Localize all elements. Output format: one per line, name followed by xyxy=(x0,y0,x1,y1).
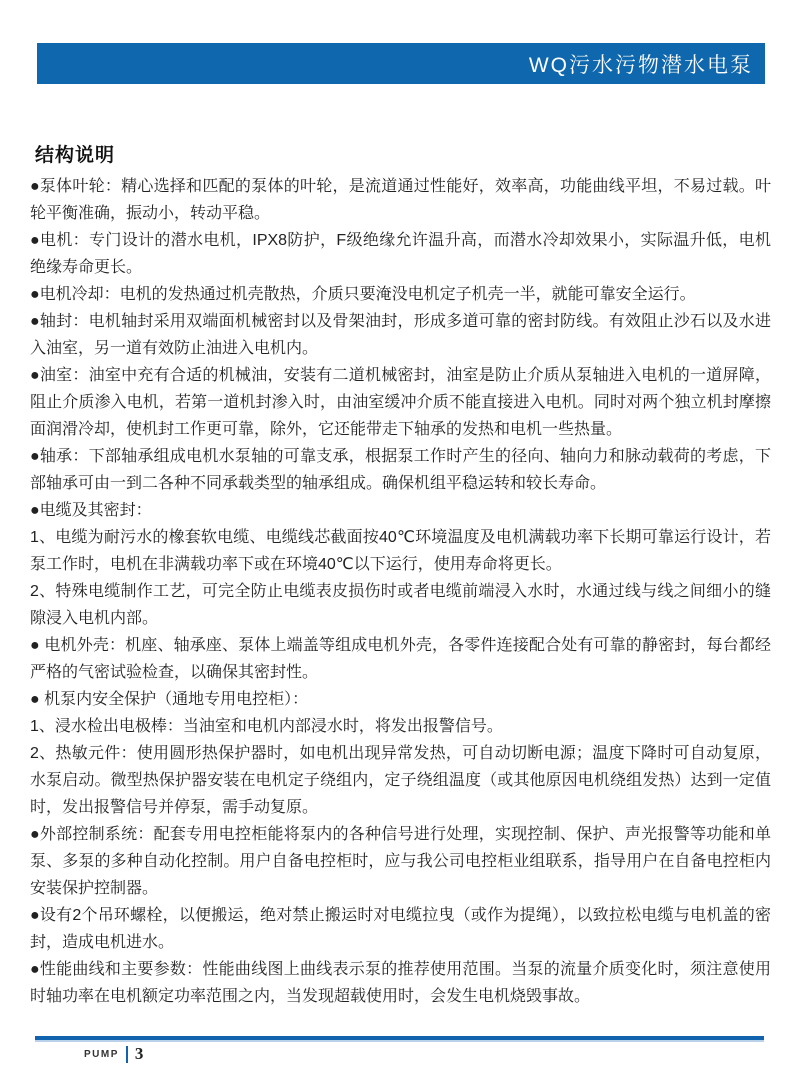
paragraph-lifting-bolts: ●设有2个吊环螺栓，以便搬运，绝对禁止搬运时对电缆拉曳（或作为提绳），以致拉松电缆与电机盖的密封，造成电机进水。 xyxy=(30,907,771,951)
paragraph-motor-cooling: ●电机冷却：电机的发热通过机壳散热，介质只要淹没电机定子机壳一半，就能可靠安全运行。 xyxy=(30,286,696,303)
footer-rule xyxy=(35,1036,764,1042)
paragraph-external-control: ●外部控制系统：配套专用电控柜能将泵内的各种信号进行处理，实现控制、保护、声光报警等功能和单泵、多泵的多种自动化控制。用户自备电控柜时，应与我公司电控柜业组联系，指导用户在自备电控柜内安装保护控制器。 xyxy=(30,826,771,897)
paragraph-pump-impeller: ●泵体叶轮：精心选择和匹配的泵体的叶轮，是流道通过性能好，效率高，功能曲线平坦，不易过载。叶轮平衡准确，振动小，转动平稳。 xyxy=(30,178,771,222)
paragraph-water-probe: 1、浸水检出电极棒：当油室和电机内部浸水时，将发出报警信号。 xyxy=(30,718,503,735)
paragraph-oil-chamber: ●油室：油室中充有合适的机械油，安装有二道机械密封，油室是防止介质从泵轴进入电机的一道屏障，阻止介质渗入电机，若第一道机封渗入时，由油室缓冲介质不能直接进入电机。同时对两个独立机封摩擦面润滑冷却，使机封工作更可靠，除外，它还能带走下轴承的发热和电机一些热量。 xyxy=(30,367,771,438)
paragraph-bearing: ●轴承：下部轴承组成电机水泵轴的可靠支承，根据泵工作时产生的径向、轴向力和脉动载荷的考虑，下部轴承可由一到二各种不同承载类型的轴承组成。确保机组平稳运转和较长寿命。 xyxy=(30,448,771,492)
page-number: 3 xyxy=(134,1044,144,1063)
footer-divider xyxy=(126,1046,128,1063)
paragraph-cable-item-1: 1、电缆为耐污水的橡套软电缆、电缆线芯截面按40℃环境温度及电机满载功率下长期可靠运行设计，若泵工作时，电机在非满载功率下或在环境40℃以下运行，使用寿命将更长。 xyxy=(30,529,771,573)
footer xyxy=(84,1044,143,1064)
paragraph-thermal-element: 2、热敏元件：使用圆形热保护器时，如电机出现异常发热，可自动切断电源；温度下降时可自动复原，水泵启动。微型热保护器安装在电机定子绕组内，定子绕组温度（或其他原因电机绕组发热）达到一定值时，发出报警信号并停泵，需手动复原。 xyxy=(30,745,771,816)
paragraph-motor: ●电机：专门设计的潜水电机，IPX8防护，F级绝缘允许温升高，而潜水冷却效果小，实际温升低，电机绝缘寿命更长。 xyxy=(30,232,771,276)
paragraph-motor-housing: ● 电机外壳：机座、轴承座、泵体上端盖等组成电机外壳，各零件连接配合处有可靠的静密封，每台都经严格的气密试验检查，以确保其密封性。 xyxy=(30,637,771,681)
footer-brand: PUMP xyxy=(84,1048,119,1060)
paragraph-safety-protection-heading: ● 机泵内安全保护（通地专用电控柜）： xyxy=(30,691,309,708)
section-title: 结构说明 xyxy=(35,145,116,166)
paragraph-performance-curve: ●性能曲线和主要参数：性能曲线图上曲线表示泵的推荐使用范围。当泵的流量介质变化时，须注意使用时轴功率在电机额定功率范围之内，当发现超载使用时，会发生电机烧毁事故。 xyxy=(30,961,771,1005)
content-body xyxy=(30,173,771,1010)
header-title: WQ污水污物潜水电泵 xyxy=(528,53,753,77)
paragraph-shaft-seal: ●轴封：电机轴封采用双端面机械密封以及骨架油封，形成多道可靠的密封防线。有效阻止沙石以及水进入油室，另一道有效防止油进入电机内。 xyxy=(30,313,771,357)
header-band xyxy=(37,43,765,84)
paragraph-cable-seal-heading: ●电缆及其密封： xyxy=(30,502,152,519)
paragraph-cable-item-2: 2、特殊电缆制作工艺，可完全防止电缆表皮损伤时或者电缆前端浸入水时，水通过线与线之间细小的缝隙浸入电机内部。 xyxy=(30,583,771,627)
